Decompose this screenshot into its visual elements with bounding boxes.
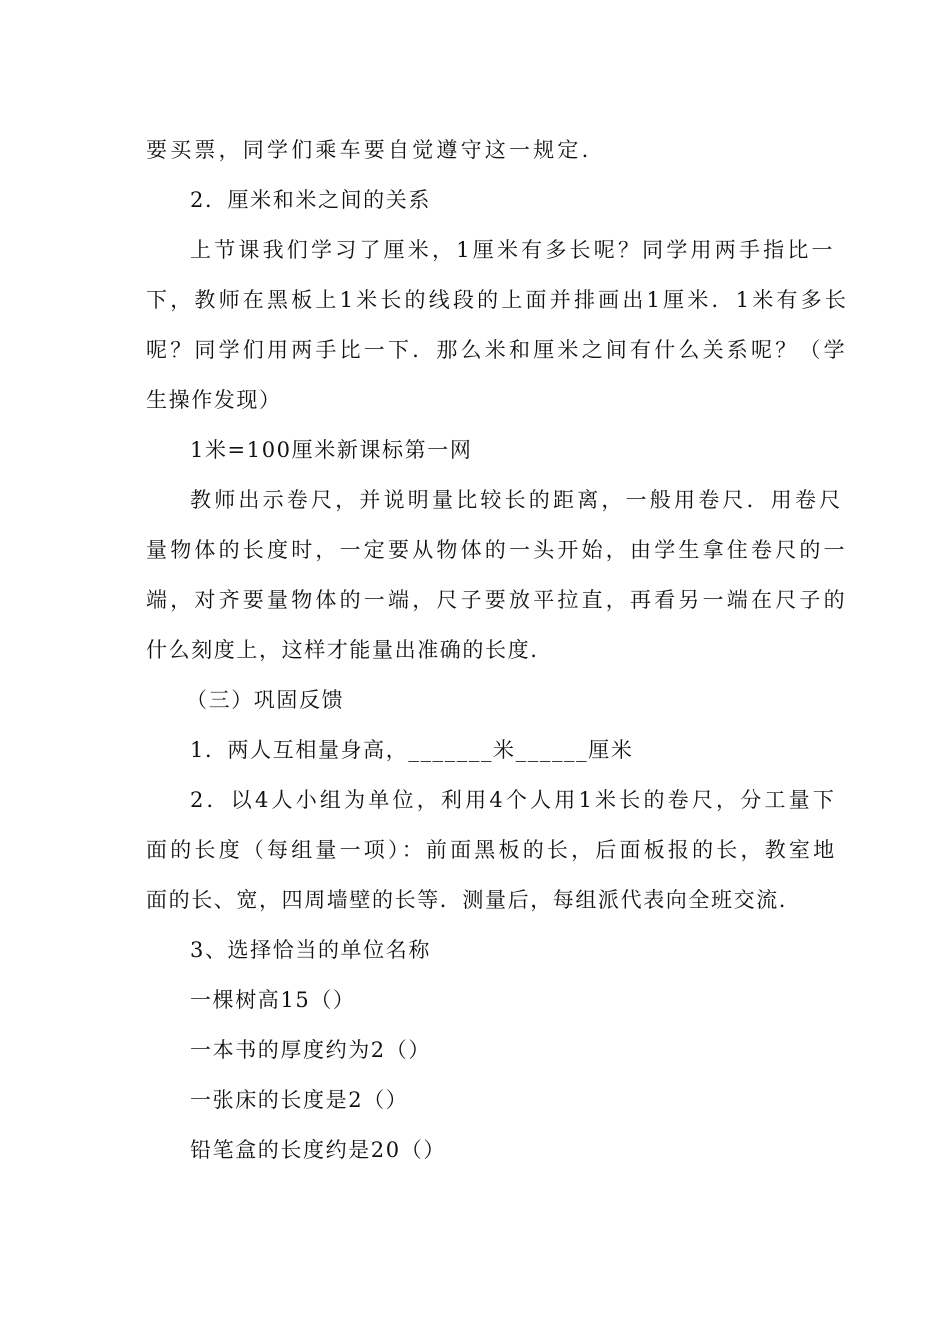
text-line-15: 面的长度（每组量一项）：前面黑板的长，后面板报的长，教室地 <box>146 838 838 862</box>
exercise-1: 1．两人互相量身高，_______米______厘米 <box>190 738 634 762</box>
exercise-3-item-2: 一本书的厚度约为2（） <box>190 1038 431 1062</box>
section-heading-cm-m: 2．厘米和米之间的关系 <box>190 188 431 212</box>
text-line-5: 呢？同学们用两手比一下．那么米和厘米之间有什么关系呢？（学 <box>146 338 848 362</box>
text-line-16: 面的长、宽，四周墙壁的长等．测量后，每组派代表向全班交流. <box>146 888 788 912</box>
exercise-3: 3、选择恰当的单位名称 <box>190 938 431 962</box>
text-line-3: 上节课我们学习了厘米，1厘米有多长呢？同学用两手指比一 <box>190 238 836 262</box>
text-line-6: 生操作发现） <box>146 388 282 412</box>
text-line-11: 什么刻度上，这样才能量出准确的长度. <box>146 638 539 662</box>
exercise-3-item-4: 铅笔盒的长度约是20（） <box>190 1138 446 1162</box>
formula-line: 1米=100厘米新课标第一网 <box>190 438 473 462</box>
text-line-9: 量物体的长度时，一定要从物体的一头开始，由学生拿住卷尺的一 <box>146 538 848 562</box>
exercise-3-item-1: 一棵树高15（） <box>190 988 356 1012</box>
exercise-3-item-3: 一张床的长度是2（） <box>190 1088 409 1112</box>
section-heading-feedback: （三）巩固反馈 <box>186 688 345 712</box>
text-line-10: 端，对齐要量物体的一端，尺子要放平拉直，再看另一端在尺子的 <box>146 588 848 612</box>
exercise-2: 2．以4人小组为单位，利用4个人用1米长的卷尺，分工量下 <box>190 788 838 812</box>
text-line-8: 教师出示卷尺，并说明量比较长的距离，一般用卷尺．用卷尺 <box>190 488 844 512</box>
text-line-1: 要买票，同学们乘车要自觉遵守这一规定. <box>146 138 592 162</box>
text-line-4: 下，教师在黑板上1米长的线段的上面并排画出1厘米．1米有多长 <box>146 288 850 312</box>
